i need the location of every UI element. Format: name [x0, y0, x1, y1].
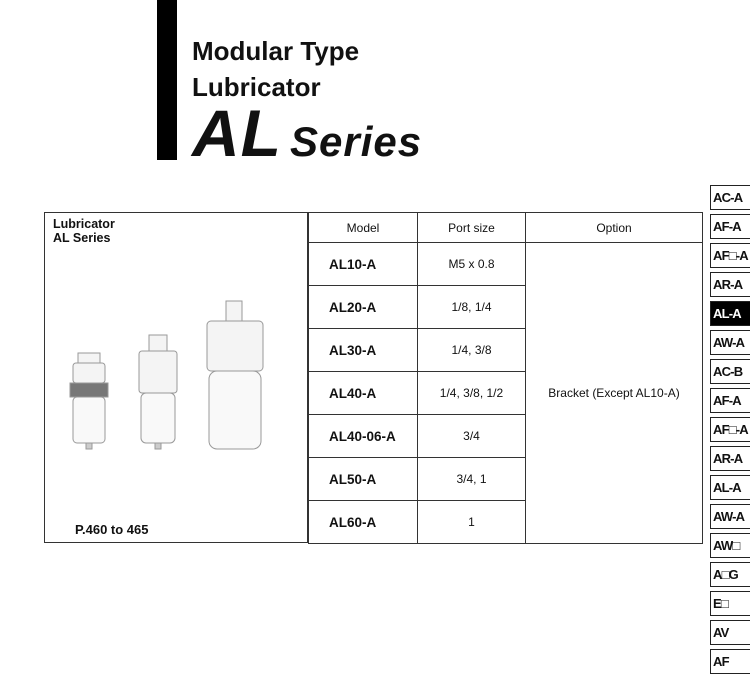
side-tab[interactable]: AL-A — [710, 475, 750, 500]
side-tab[interactable]: AR-A — [710, 272, 750, 297]
lubricator-large-image — [207, 301, 263, 449]
side-tab[interactable]: AW-A — [710, 330, 750, 355]
header-model: Model — [309, 213, 418, 243]
model-cell: AL40-06-A — [309, 415, 418, 458]
side-tab[interactable]: AW-A — [710, 504, 750, 529]
table-row — [309, 243, 703, 286]
side-tab[interactable]: AR-A — [710, 446, 750, 471]
model-cell: AL50-A — [309, 458, 418, 501]
model-cell: AL30-A — [309, 329, 418, 372]
title-line-1: Modular Type — [192, 36, 360, 66]
option-cell: Bracket (Except AL10-A) — [526, 243, 703, 544]
title-line-3 — [192, 96, 423, 175]
page-reference[interactable]: P.460 to 465 — [75, 522, 149, 537]
side-tab[interactable]: AF□-A — [710, 243, 750, 268]
model-cell: AL10-A — [309, 243, 418, 286]
product-label-2: AL Series — [53, 231, 111, 245]
port-cell: 1/4, 3/8 — [418, 329, 526, 372]
product-box — [44, 212, 308, 543]
side-tab[interactable]: AF — [710, 649, 750, 674]
spec-table — [308, 212, 703, 544]
side-tab[interactable]: AC-B — [710, 359, 750, 384]
side-tab[interactable]: AC-A — [710, 185, 750, 210]
lubricator-medium-image — [139, 335, 177, 449]
side-tab[interactable]: AW□ — [710, 533, 750, 558]
port-cell: 3/4, 1 — [418, 458, 526, 501]
port-cell: 1 — [418, 501, 526, 544]
port-cell: 1/4, 3/8, 1/2 — [418, 372, 526, 415]
table-header-row — [309, 213, 703, 243]
port-cell: M5 x 0.8 — [418, 243, 526, 286]
side-tab[interactable]: AF-A — [710, 214, 750, 239]
model-cell: AL40-A — [309, 372, 418, 415]
side-tab[interactable]: AF-A — [710, 388, 750, 413]
title-line-2: Lubricator — [192, 72, 321, 102]
port-cell: 1/8, 1/4 — [418, 286, 526, 329]
side-tab[interactable]: E□ — [710, 591, 750, 616]
model-cell: AL20-A — [309, 286, 418, 329]
product-label-1: Lubricator — [53, 217, 115, 231]
lubricator-small-image — [70, 353, 108, 449]
port-cell: 3/4 — [418, 415, 526, 458]
side-tab-active[interactable]: AL-A — [710, 301, 750, 326]
series-word: Series — [289, 118, 423, 165]
header-port-size: Port size — [418, 213, 526, 243]
model-cell: AL60-A — [309, 501, 418, 544]
side-tab[interactable]: AV — [710, 620, 750, 645]
side-tab[interactable]: AF□-A — [710, 417, 750, 442]
series-code: AL — [192, 96, 282, 170]
title-bar — [157, 0, 177, 160]
side-tab[interactable]: A□G — [710, 562, 750, 587]
lubricator-illustration — [45, 213, 307, 542]
header-option: Option — [526, 213, 703, 243]
